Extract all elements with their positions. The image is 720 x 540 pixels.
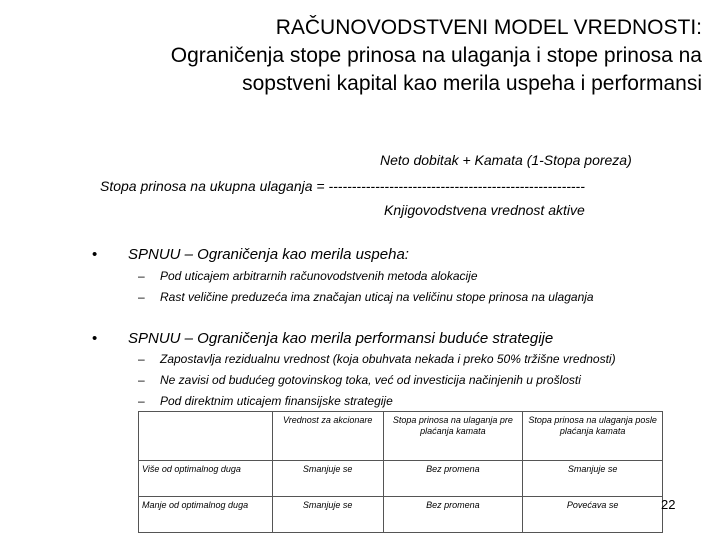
title-line-1: RAČUNOVODSTVENI MODEL VREDNOSTI: [275,16,702,39]
title-line-2: Ograničenja stope prinosa na ulaganja i stope prinosa na [170,44,702,67]
table-header-row [139,412,663,461]
sub-bullet-text: Ne zavisi od budućeg gotovinskog toka, već od investicija načinjenih u prošlosti [160,373,581,387]
table-row [139,461,663,497]
dash-marker: – [138,394,145,408]
table-header-cell: Stopa prinosa na ulaganja posle plaćanja kamata [523,412,663,461]
formula-numerator: Neto dobitak + Kamata (1-Stopa poreza) [380,152,632,168]
bullet-text: SPNUU – Ograničenja kao merila performansi buduće strategije [128,330,554,347]
table-cell: Bez promena [383,461,523,497]
dash-marker: – [138,373,145,387]
table-row-label: Više od optimalnog duga [139,461,273,497]
table-cell: Smanjuje se [523,461,663,497]
table-cell: Bez promena [383,497,523,533]
title-line-3: sopstveni kapital kao merila uspeha i performansi [242,72,702,95]
table-row-label: Manje od optimalnog duga [139,497,273,533]
formula-left-side: Stopa prinosa na ukupna ulaganja = ------------------------------------------------------- [100,178,585,194]
dash-marker: – [138,290,145,304]
sub-bullet-text: Rast veličine preduzeća ima značajan uticaj na veličinu stope prinosa na ulaganja [160,290,594,304]
table-cell: Povećava se [523,497,663,533]
table-cell: Smanjuje se [272,497,383,533]
dash-marker: – [138,269,145,283]
comparison-table [138,411,663,533]
table-header-cell: Stopa prinosa na ulaganja pre plaćanja kamata [383,412,523,461]
sub-bullet-text: Zapostavlja rezidualnu vrednost (koja obuhvata nekada i preko 50% tržišne vrednosti) [160,352,616,366]
formula-denominator: Knjigovodstvena vrednost aktive [384,202,585,218]
page-number: 22 [661,497,676,512]
dash-marker: – [138,352,145,366]
table-header-cell [139,412,273,461]
sub-bullet-text: Pod direktnim uticajem finansijske strategije [160,394,393,408]
slide-title [22,14,702,98]
sub-bullet-text: Pod uticajem arbitrarnih računovodstvenih metoda alokacije [160,269,478,283]
bullet-marker: • [92,330,98,347]
table-row [139,497,663,533]
table-cell: Smanjuje se [272,461,383,497]
bullet-text: SPNUU – Ograničenja kao merila uspeha: [128,246,409,263]
table-header-cell: Vrednost za akcionare [272,412,383,461]
bullet-marker: • [92,246,98,263]
